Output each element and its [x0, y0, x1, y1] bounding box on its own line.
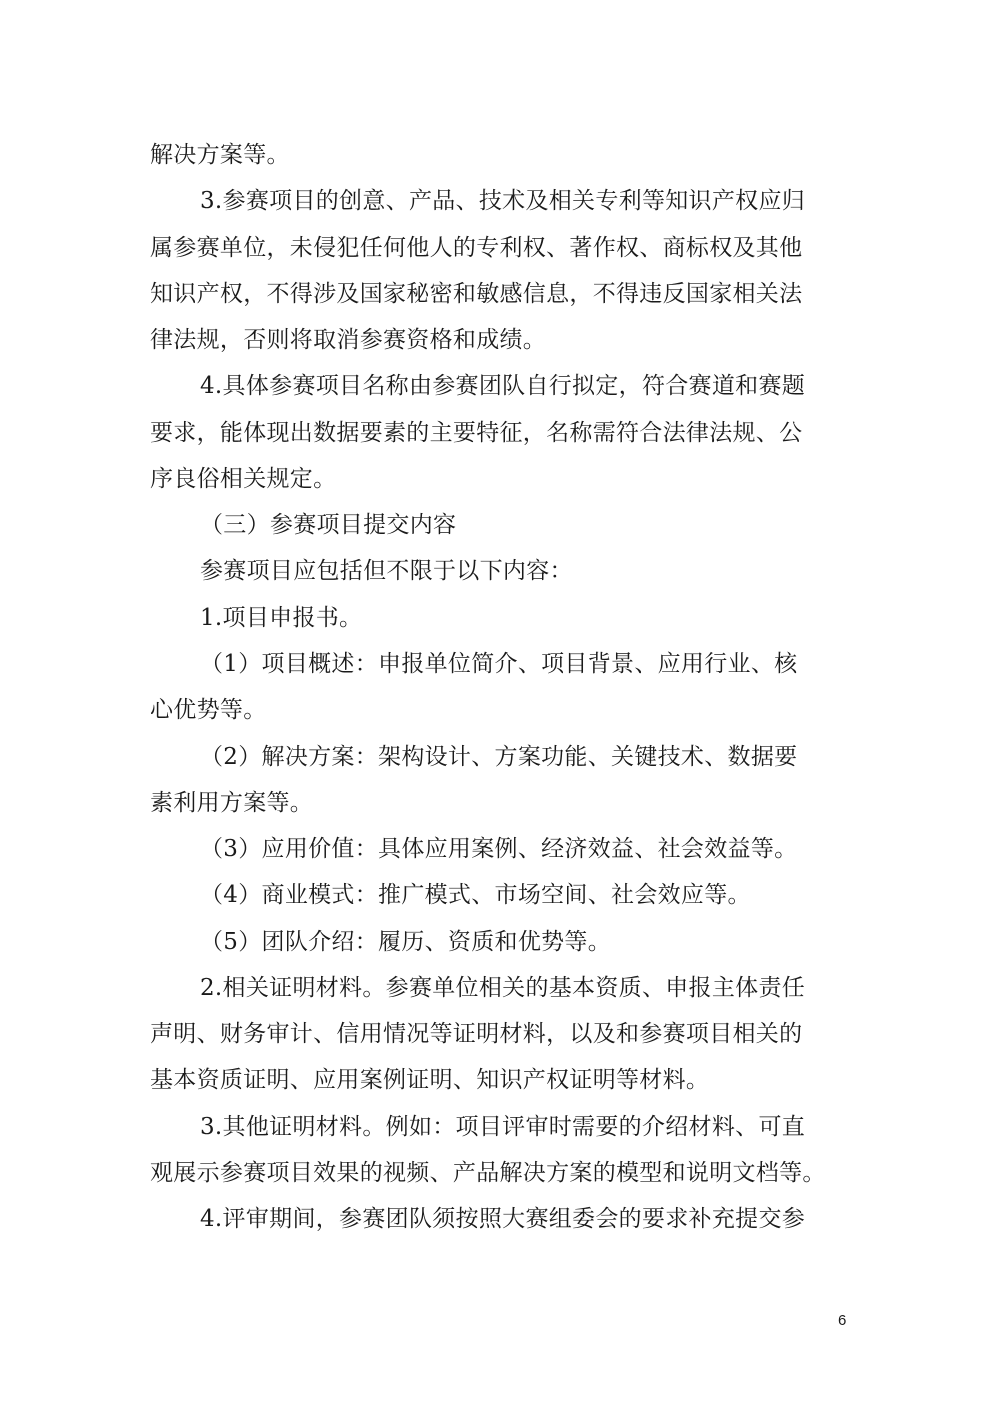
text-line: 2.相关证明材料。参赛单位相关的基本资质、申报主体责任 [200, 975, 806, 1001]
text-line: （3）应用价值：具体应用案例、经济效益、社会效益等。 [200, 836, 798, 862]
text-line: 声明、财务审计、信用情况等证明材料，以及和参赛项目相关的 [150, 1021, 803, 1047]
text-line: 律法规，否则将取消参赛资格和成绩。 [150, 327, 547, 353]
text-line: 序良俗相关规定。 [150, 466, 337, 492]
text-line: 素利用方案等。 [150, 790, 314, 816]
page-number: 6 [838, 1312, 847, 1329]
text-line: 参赛项目应包括但不限于以下内容： [200, 558, 573, 584]
text-line: 3.参赛项目的创意、产品、技术及相关专利等知识产权应归 [200, 188, 806, 214]
text-line: 4.评审期间，参赛团队须按照大赛组委会的要求补充提交参 [200, 1206, 806, 1232]
section-heading: （三）参赛项目提交内容 [200, 512, 457, 538]
text-line: 1.项目申报书。 [200, 605, 363, 631]
text-line: （1）项目概述：申报单位简介、项目背景、应用行业、核 [200, 651, 798, 677]
text-line: 4.具体参赛项目名称由参赛团队自行拟定，符合赛道和赛题 [200, 373, 806, 399]
text-line: 观展示参赛项目效果的视频、产品解决方案的模型和说明文档等。 [150, 1160, 826, 1186]
text-line: （4）商业模式：推广模式、市场空间、社会效应等。 [200, 882, 751, 908]
text-line: 心优势等。 [150, 697, 267, 723]
text-line: 3.其他证明材料。例如：项目评审时需要的介绍材料、可直 [200, 1114, 806, 1140]
text-line: （2）解决方案：架构设计、方案功能、关键技术、数据要 [200, 744, 798, 770]
text-line: 知识产权，不得涉及国家秘密和敏感信息，不得违反国家相关法 [150, 281, 803, 307]
text-line: 属参赛单位，未侵犯任何他人的专利权、著作权、商标权及其他 [150, 235, 803, 261]
text-line: 解决方案等。 [150, 142, 290, 168]
text-line: （5）团队介绍：履历、资质和优势等。 [200, 929, 612, 955]
text-line: 基本资质证明、应用案例证明、知识产权证明等材料。 [150, 1067, 710, 1093]
text-line: 要求，能体现出数据要素的主要特征，名称需符合法律法规、公 [150, 420, 803, 446]
